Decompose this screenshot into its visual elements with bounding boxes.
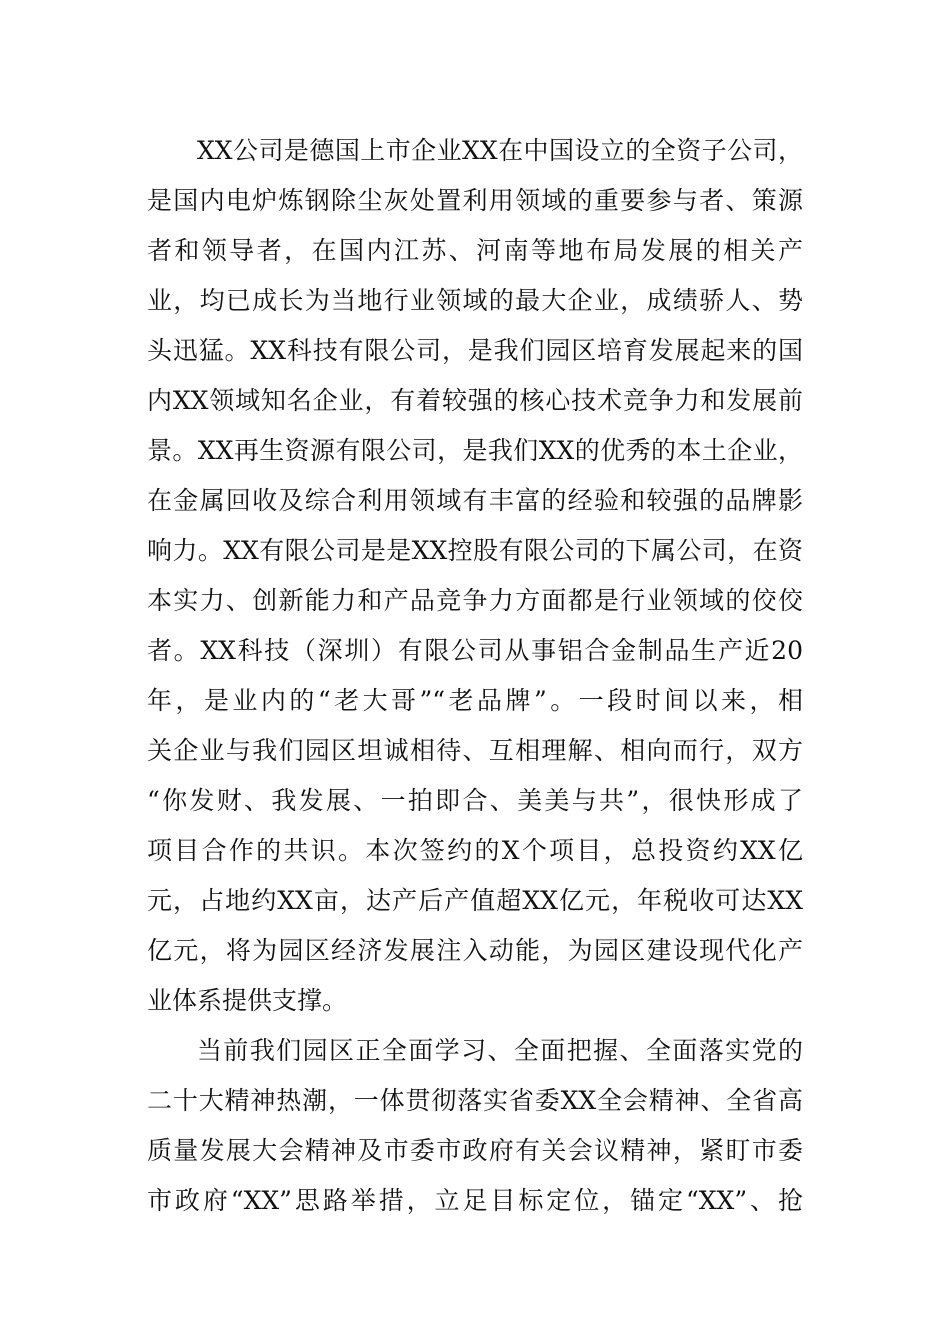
paragraph-line: XX公司是德国上市企业XX在中国设立的全资子公司， — [197, 136, 803, 165]
paragraph-line: 业体系提供支撑。 — [147, 986, 348, 1015]
paragraph-line: 二十大精神热潮，一体贯彻落实省委XX全会精神、全省高 — [147, 1086, 803, 1115]
paragraph-line: 是国内电炉炼钢除尘灰处置利用领域的重要参与者、策源 — [147, 186, 803, 215]
paragraph-line: 在金属回收及综合利用领域有丰富的经验和较强的品牌影 — [147, 486, 803, 515]
paragraph-line: 年，是业内的“老大哥”“老品牌”。一段时间以来，相 — [147, 686, 803, 715]
paragraph-line: “你发财、我发展、一拍即合、美美与共”，很快形成了 — [147, 786, 803, 815]
paragraph-line: 响力。XX有限公司是是XX控股有限公司的下属公司，在资 — [147, 536, 803, 565]
paragraph-line: 者。XX科技（深圳）有限公司从事铝合金制品生产近20 — [147, 636, 803, 665]
paragraph-line: 内XX领域知名企业，有着较强的核心技术竞争力和发展前 — [147, 386, 803, 415]
paragraph-line: 元，占地约XX亩，达产后产值超XX亿元，年税收可达XX — [147, 886, 803, 915]
paragraph-line: 市政府“XX”思路举措，立足目标定位，锚定“XX”、抢 — [147, 1186, 803, 1215]
paragraph-line: 者和领导者，在国内江苏、河南等地布局发展的相关产 — [147, 236, 803, 265]
paragraph-line: 业，均已成长为当地行业领域的最大企业，成绩骄人、势 — [147, 286, 803, 315]
paragraph-line: 质量发展大会精神及市委市政府有关会议精神，紧盯市委 — [147, 1136, 803, 1165]
paragraph-line: 亿元，将为园区经济发展注入动能，为园区建设现代化产 — [147, 936, 803, 965]
paragraph-line: 头迅猛。XX科技有限公司，是我们园区培育发展起来的国 — [147, 336, 803, 365]
paragraph-line: 当前我们园区正全面学习、全面把握、全面落实党的 — [197, 1036, 803, 1065]
paragraph-line: 关企业与我们园区坦诚相待、互相理解、相向而行，双方 — [147, 736, 803, 765]
paragraph-line: 本实力、创新能力和产品竞争力方面都是行业领域的佼佼 — [147, 586, 803, 615]
paragraph-line: 景。XX再生资源有限公司，是我们XX的优秀的本土企业， — [147, 436, 803, 465]
paragraph-line: 项目合作的共识。本次签约的X个项目，总投资约XX亿 — [147, 836, 803, 865]
